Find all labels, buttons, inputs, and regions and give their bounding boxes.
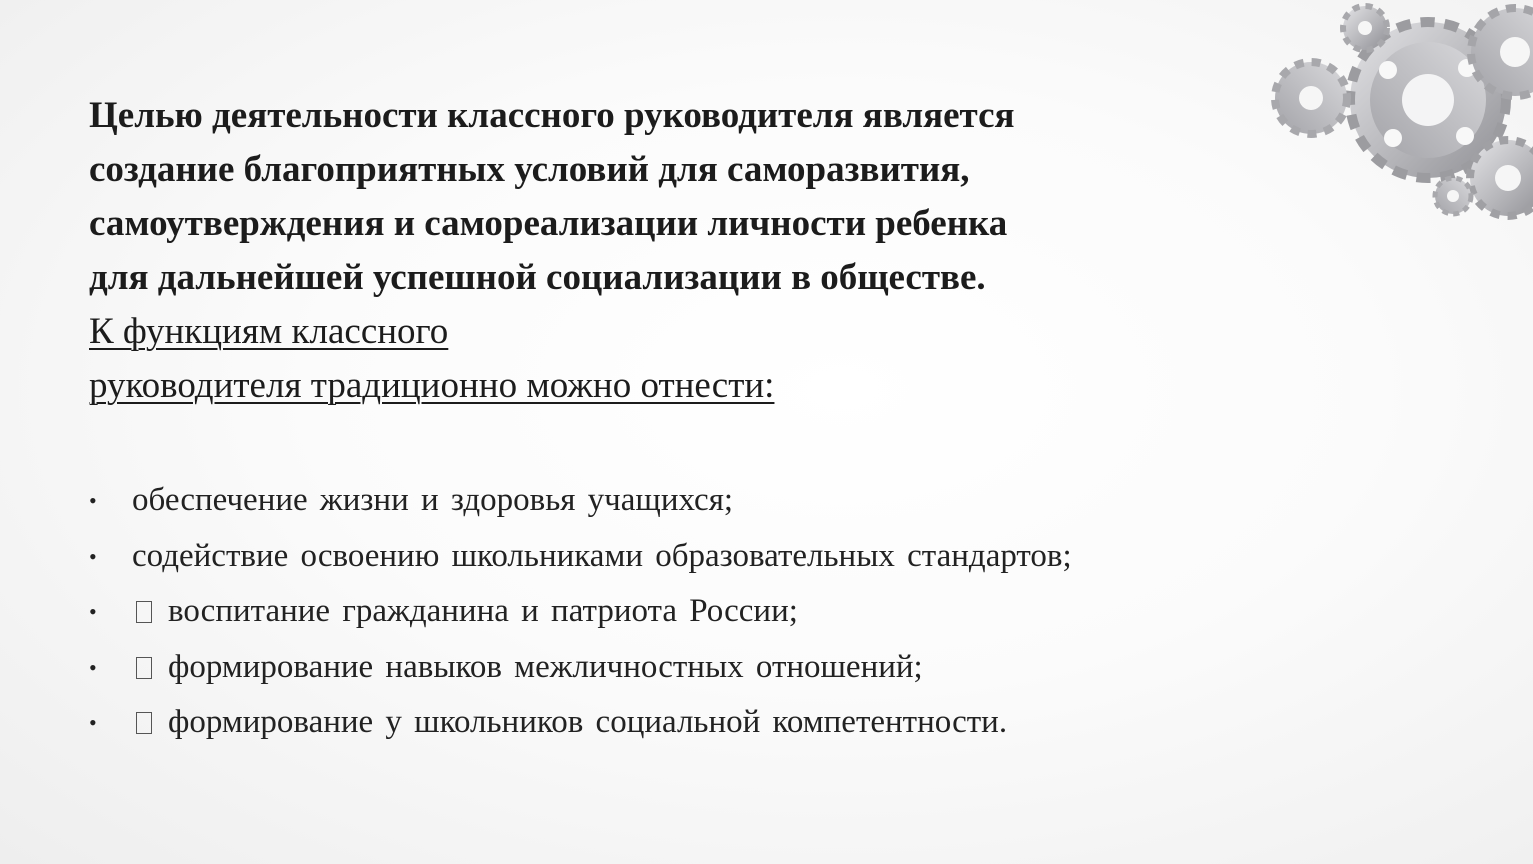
list-item xyxy=(89,640,1289,696)
lead-line: для дальнейшей успешной социализации в обществе. xyxy=(89,257,986,298)
main-text-block xyxy=(89,89,1249,413)
missing-glyph-box-icon xyxy=(136,657,152,679)
list-item-text: обеспечение жизни и здоровья учащихся; xyxy=(132,482,734,518)
functions-subheading xyxy=(89,305,1249,413)
lead-line: самоутверждения и самореализации личности ребенка xyxy=(89,203,1008,244)
list-item xyxy=(89,584,1289,640)
list-item xyxy=(89,695,1289,751)
list-item-text: воспитание гражданина и патриота России; xyxy=(132,584,798,640)
functions-list xyxy=(89,473,1289,751)
missing-glyph-box-icon xyxy=(136,601,152,623)
gear-left-icon xyxy=(1275,62,1347,134)
bullet-icon: • xyxy=(89,710,97,735)
list-item xyxy=(89,473,1289,529)
list-item-text: формирование у школьников социальной компетентности. xyxy=(132,695,1007,751)
missing-glyph-box-icon xyxy=(136,712,152,734)
bullet-icon: • xyxy=(89,543,97,569)
subhead-line: К функциям классного xyxy=(89,311,449,352)
gears-cluster-icon xyxy=(1253,0,1533,222)
lead-line: создание благоприятных условий для саморазвития, xyxy=(89,149,970,190)
subhead-line: руководителя традиционно можно отнести: xyxy=(89,365,775,406)
list-item-text: формирование навыков межличностных отношений; xyxy=(132,640,923,696)
lead-paragraph xyxy=(89,89,1249,305)
bullet-icon: • xyxy=(89,488,97,513)
list-item-text: содействие освоению школьниками образовательных стандартов; xyxy=(132,537,1072,574)
bullet-icon: • xyxy=(89,599,97,624)
list-item xyxy=(89,529,1289,585)
lead-line: Целью деятельности классного руководителя является xyxy=(89,95,1015,136)
bullet-icon: • xyxy=(89,654,97,680)
